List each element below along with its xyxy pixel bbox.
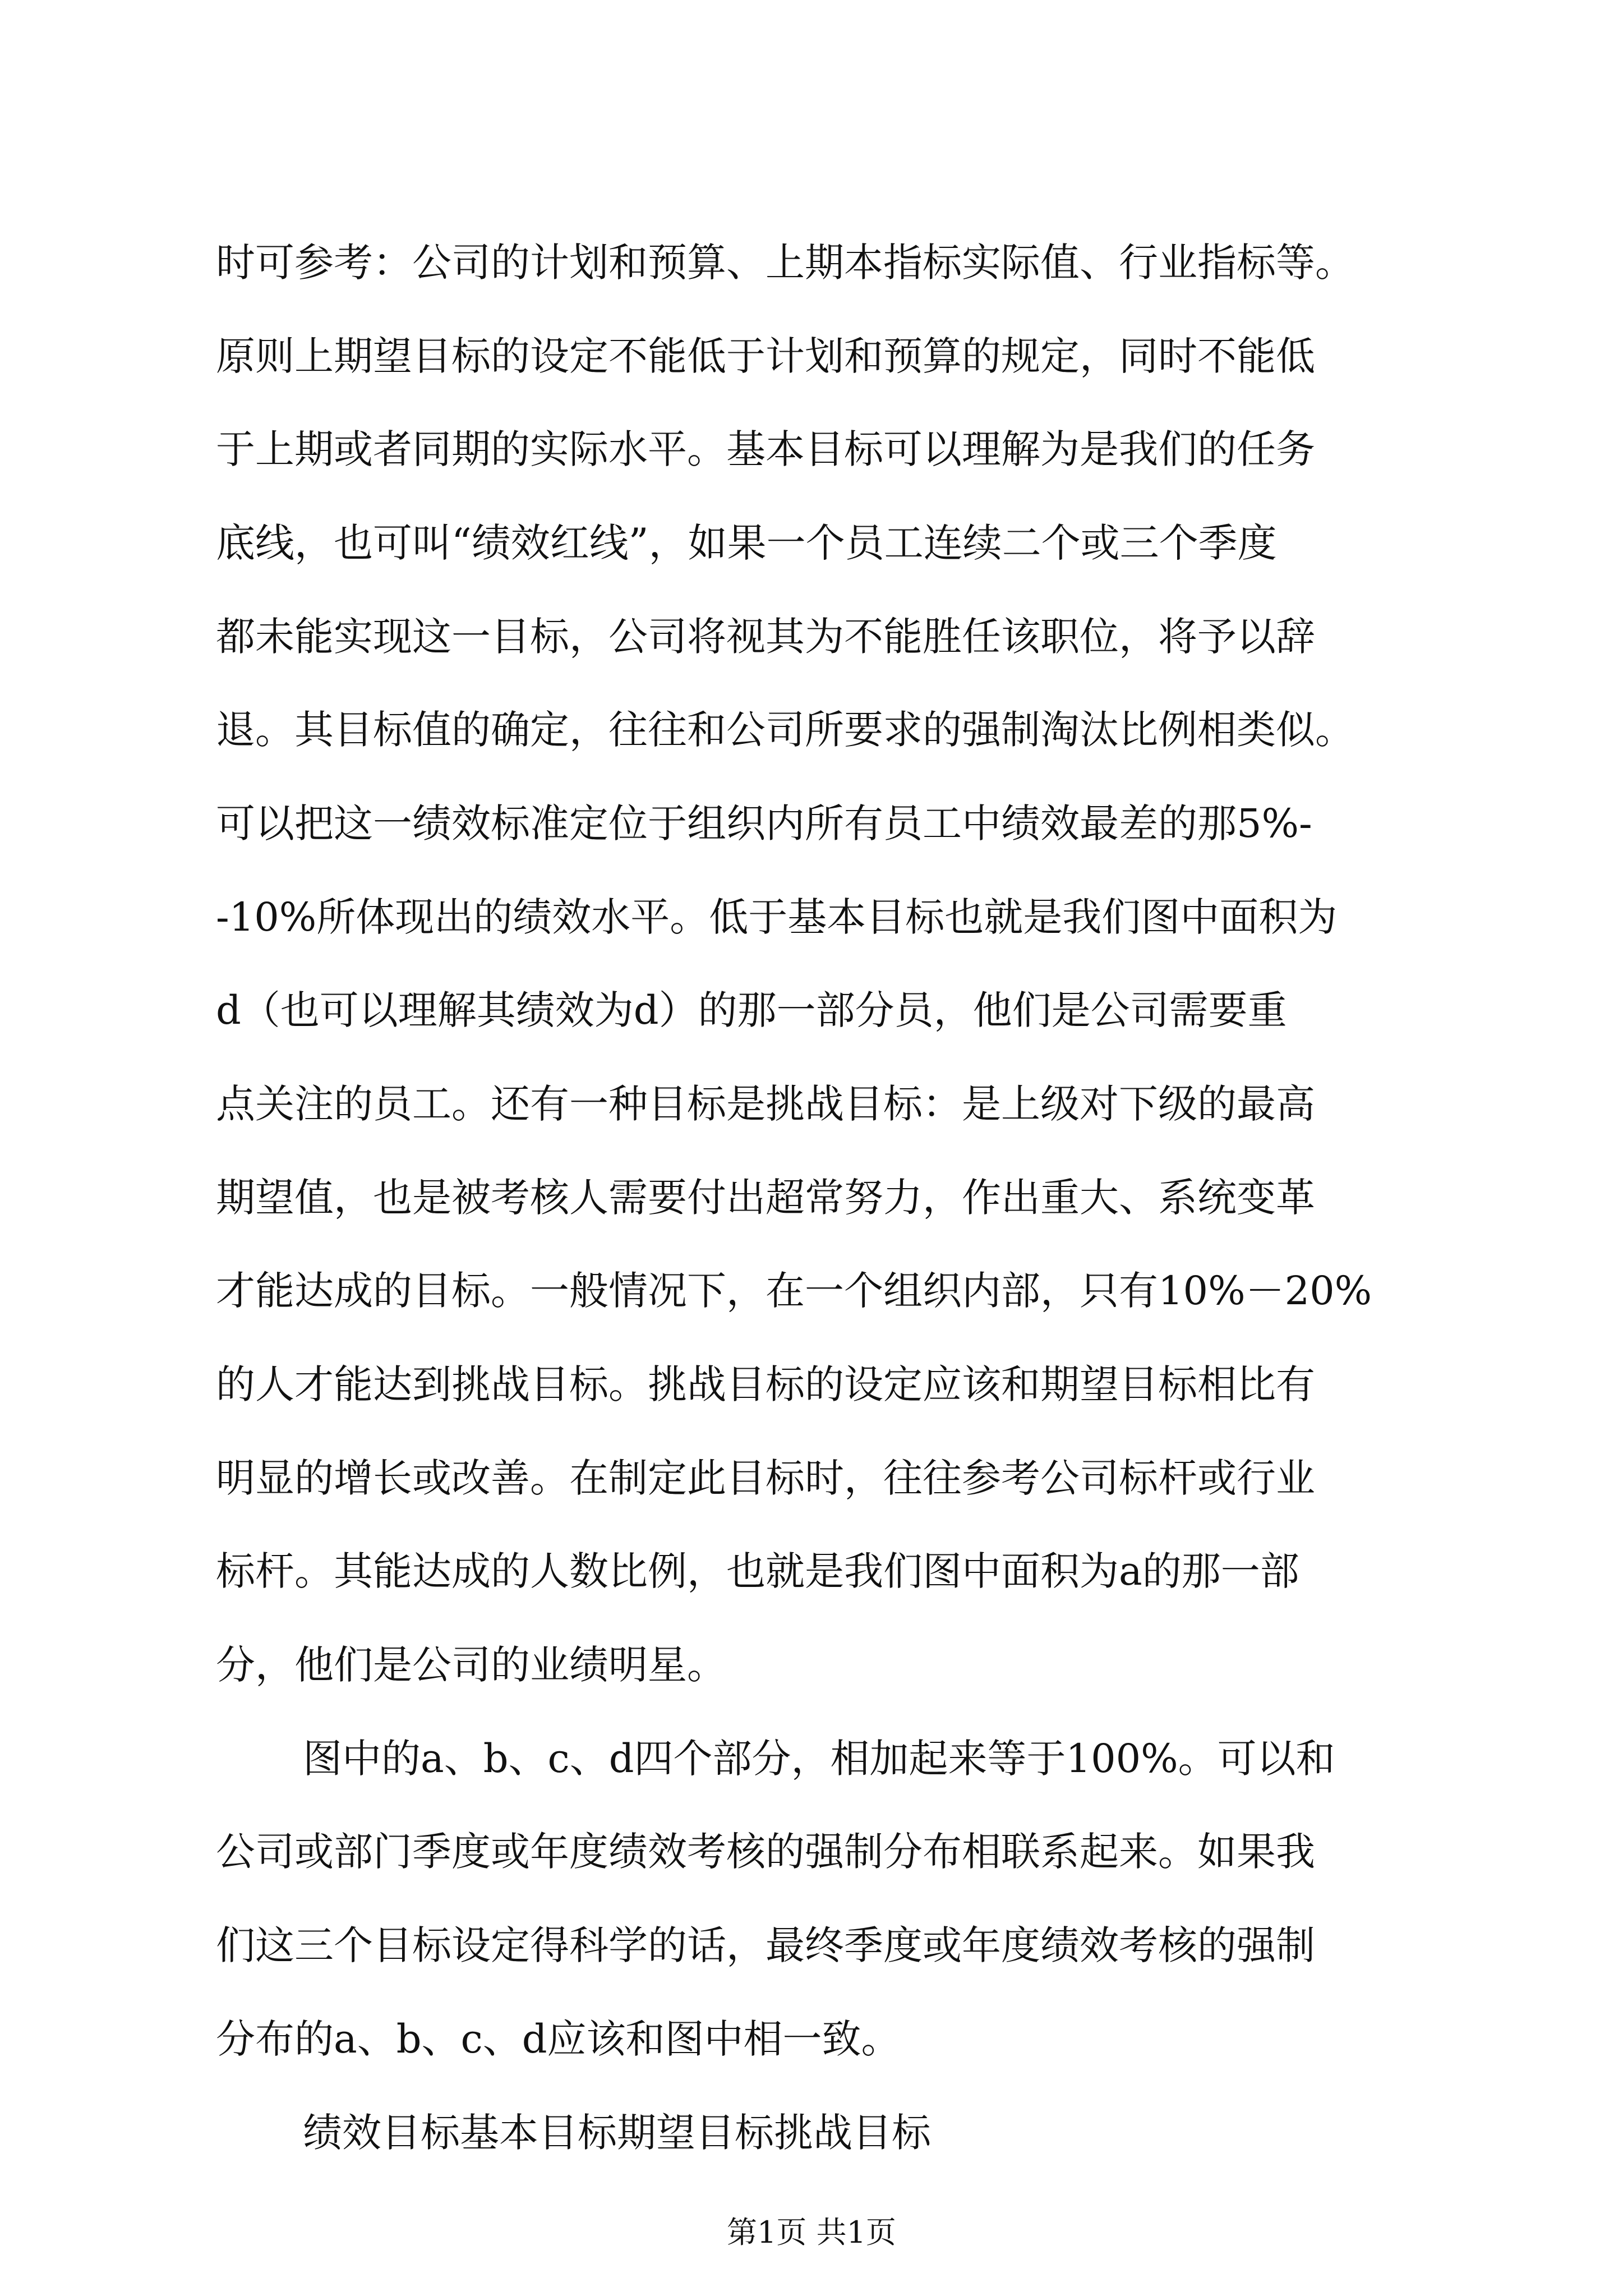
body-line: 公司或部门季度或年度绩效考核的强制分布相联系起来。如果我 (216, 1829, 1315, 1875)
body-line: 标杆。其能达成的人数比例，也就是我们图中面积为a的那一部 (216, 1548, 1299, 1594)
body-line: 明显的增长或改善。在制定此目标时，往往参考公司标杆或行业 (216, 1455, 1315, 1501)
body-line: 绩效目标基本目标期望目标挑战目标 (303, 2110, 931, 2156)
body-line: 们这三个目标设定得科学的话，最终季度或年度绩效考核的强制 (216, 1922, 1315, 1968)
body-line: 时可参考：公司的计划和预算、上期本指标实际值、行业指标等。 (216, 240, 1354, 286)
body-line: 期望值，也是被考核人需要付出超常努力，作出重大、系统变革 (216, 1175, 1315, 1221)
body-line: 底线，也可叫“绩效红线”，如果一个员工连续二个或三个季度 (216, 520, 1277, 566)
body-line: 原则上期望目标的设定不能低于计划和预算的规定，同时不能低 (216, 333, 1315, 379)
body-line: 退。其目标值的确定，往往和公司所要求的强制淘汰比例相类似。 (216, 707, 1354, 753)
body-line: d（也可以理解其绩效为d）的那一部分员，他们是公司需要重 (216, 987, 1287, 1033)
body-line: 的人才能达到挑战目标。挑战目标的设定应该和期望目标相比有 (216, 1361, 1315, 1407)
body-line: 图中的a、b、c、d四个部分，相加起来等于100%。可以和 (303, 1736, 1335, 1782)
body-line: 点关注的员工。还有一种目标是挑战目标：是上级对下级的最高 (216, 1081, 1315, 1127)
body-line: 都未能实现这一目标，公司将视其为不能胜任该职位，将予以辞 (216, 614, 1315, 660)
body-line: 可以把这一绩效标准定位于组织内所有员工中绩效最差的那5%- (216, 800, 1312, 846)
body-line: -10%所体现出的绩效水平。低于基本目标也就是我们图中面积为 (216, 894, 1338, 940)
body-line: 才能达成的目标。一般情况下，在一个组织内部，只有10%－20% (216, 1268, 1372, 1314)
page-footer: 第1页 共1页 (727, 2215, 896, 2250)
body-line: 分布的a、b、c、d应该和图中相一致。 (216, 2016, 901, 2062)
body-line: 于上期或者同期的实际水平。基本目标可以理解为是我们的任务 (216, 426, 1315, 472)
body-line: 分，他们是公司的业绩明星。 (216, 1642, 726, 1688)
